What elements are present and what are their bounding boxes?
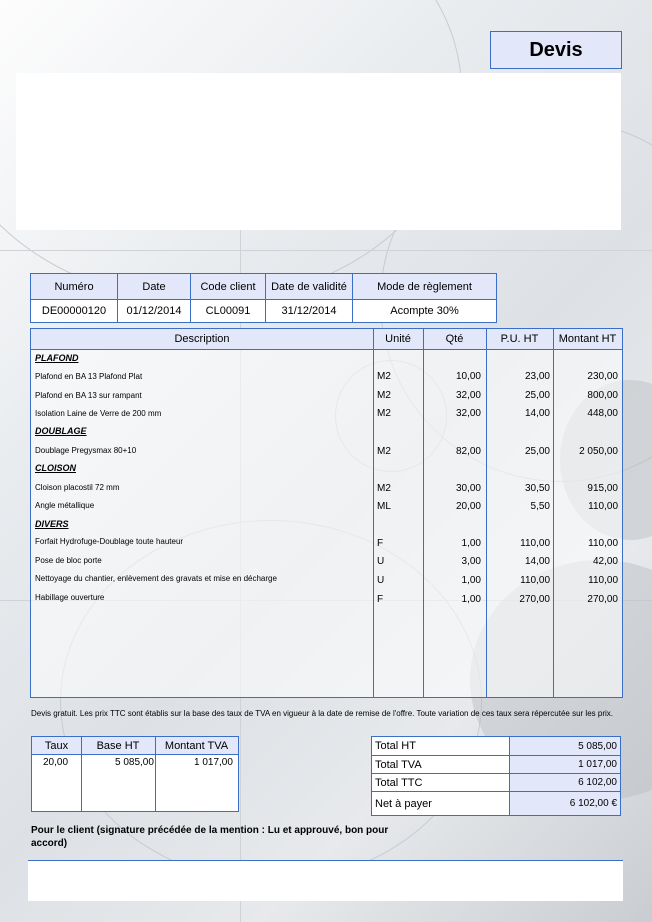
row-unit-price: 110,00 [520,538,550,549]
row-unit-price: 23,00 [524,371,550,382]
items-column-divider [486,329,487,697]
row-unit: ML [377,501,391,512]
meta-header-numero: Numéro [31,274,118,300]
items-table [30,328,623,698]
row-unit: M2 [377,390,391,401]
totals-row [372,756,621,774]
meta-value-date-validite: 31/12/2014 [266,300,353,323]
document-title [490,31,622,69]
meta-table [30,273,497,323]
row-description: Plafond en BA 13 sur rampant [35,391,142,400]
row-qty: 1,00 [461,538,481,549]
row-qty: 10,00 [455,371,481,382]
totals-table [371,736,621,816]
row-description: Plafond en BA 13 Plafond Plat [35,372,143,381]
tva-header-montant-tva: Montant TVA [155,737,238,755]
meta-value-code-client: CL00091 [191,300,266,323]
footer-panel [28,860,623,901]
row-description: Isolation Laine de Verre de 200 mm [35,409,162,418]
items-header-pu-ht: P.U. HT [486,329,553,350]
row-unit: M2 [377,371,391,382]
row-description: Pose de bloc porte [35,556,102,565]
row-unit: F [377,594,384,605]
tva-value-taux: 20,00 [43,757,69,768]
row-qty: 82,00 [455,446,481,457]
header-panel [16,73,621,230]
row-qty: 1,00 [461,575,481,586]
row-amount: 110,00 [588,575,618,586]
row-unit-price: 14,00 [524,556,550,567]
signature-instruction: Pour le client (signature précédée de la mention : Lu et approuvé, bon pour accord) [31,825,389,849]
row-qty: 32,00 [455,390,481,401]
row-qty: 30,00 [455,483,481,494]
row-qty: 20,00 [455,501,481,512]
row-amount: 230,00 [587,371,618,382]
meta-header-date-validite: Date de validité [266,274,353,300]
tva-value-montant-tva: 1 017,00 [194,757,233,768]
row-unit: M2 [377,408,391,419]
tva-header-base-ht: Base HT [81,737,155,755]
row-description: Doublage Pregysmax 80+10 [35,446,137,455]
row-qty: 3,00 [461,556,481,567]
row-amount: 915,00 [587,483,618,494]
tva-header-taux: Taux [32,737,81,755]
tva-column-divider [155,737,156,811]
row-amount: 270,00 [587,594,618,605]
net-a-payer-value: 6 102,00 € [510,792,621,816]
row-description: Cloison placostil 72 mm [35,483,120,492]
row-unit: M2 [377,446,391,457]
section-title-doublage: DOUBLAGE [35,426,87,436]
row-description: Forfait Hydrofuge-Doublage toute hauteur [35,537,184,546]
items-header-description: Description [31,329,373,350]
items-header-unite: Unité [373,329,423,350]
items-column-divider [373,329,374,697]
row-amount: 42,00 [592,556,618,567]
total-tva-value: 1 017,00 [510,756,621,774]
row-amount: 110,00 [588,501,618,512]
items-column-divider [553,329,554,697]
row-amount: 800,00 [587,390,618,401]
net-a-payer-label: Net à payer [372,792,510,816]
meta-value-mode-reglement: Acompte 30% [353,300,497,323]
row-description: Angle métallique [35,501,95,510]
tva-table [31,736,239,812]
section-title-cloison: CLOISON [35,463,77,473]
row-amount: 448,00 [587,408,618,419]
row-unit-price: 14,00 [524,408,550,419]
total-ht-label: Total HT [372,737,510,756]
row-unit-price: 30,50 [524,483,550,494]
row-unit-price: 110,00 [520,575,550,586]
items-header-montant-ht: Montant HT [553,329,622,350]
total-ttc-value: 6 102,00 [510,774,621,792]
row-amount: 2 050,00 [579,446,618,457]
row-qty: 1,00 [461,594,481,605]
tva-value-base-ht: 5 085,00 [115,757,154,768]
row-unit-price: 270,00 [519,594,550,605]
section-title-plafond: PLAFOND [35,353,79,363]
meta-header-code-client: Code client [191,274,266,300]
row-unit: U [377,556,385,567]
total-ttc-label: Total TTC [372,774,510,792]
section-title-divers: DIVERS [35,519,69,529]
row-unit-price: 5,50 [530,501,550,512]
row-unit-price: 25,00 [524,446,550,457]
items-header-qte: Qté [423,329,486,350]
row-description: Nettoyage du chantier, enlèvement des gravats et mise en décharge [35,574,277,583]
row-amount: 110,00 [588,538,618,549]
total-tva-label: Total TVA [372,756,510,774]
row-qty: 32,00 [455,408,481,419]
terms-note: Devis gratuit. Les prix TTC sont établis sur la base des taux de TVA en vigueur à la date de remise de l'offre. Toute variation de ces taux sera répercutée sur les prix. [31,709,613,718]
totals-row [372,792,621,816]
meta-value-date: 01/12/2014 [118,300,191,323]
items-column-divider [423,329,424,697]
total-ht-value: 5 085,00 [510,737,621,756]
row-unit: U [377,575,385,586]
totals-row [372,774,621,792]
row-unit: M2 [377,483,391,494]
row-unit: F [377,538,384,549]
meta-value-numero: DE00000120 [31,300,118,323]
row-unit-price: 25,00 [524,390,550,401]
meta-header-mode-reglement: Mode de règlement [353,274,497,300]
document-title-text: Devis [529,38,583,61]
row-description: Habillage ouverture [35,593,105,602]
tva-column-divider [81,737,82,811]
meta-header-date: Date [118,274,191,300]
totals-row [372,737,621,756]
